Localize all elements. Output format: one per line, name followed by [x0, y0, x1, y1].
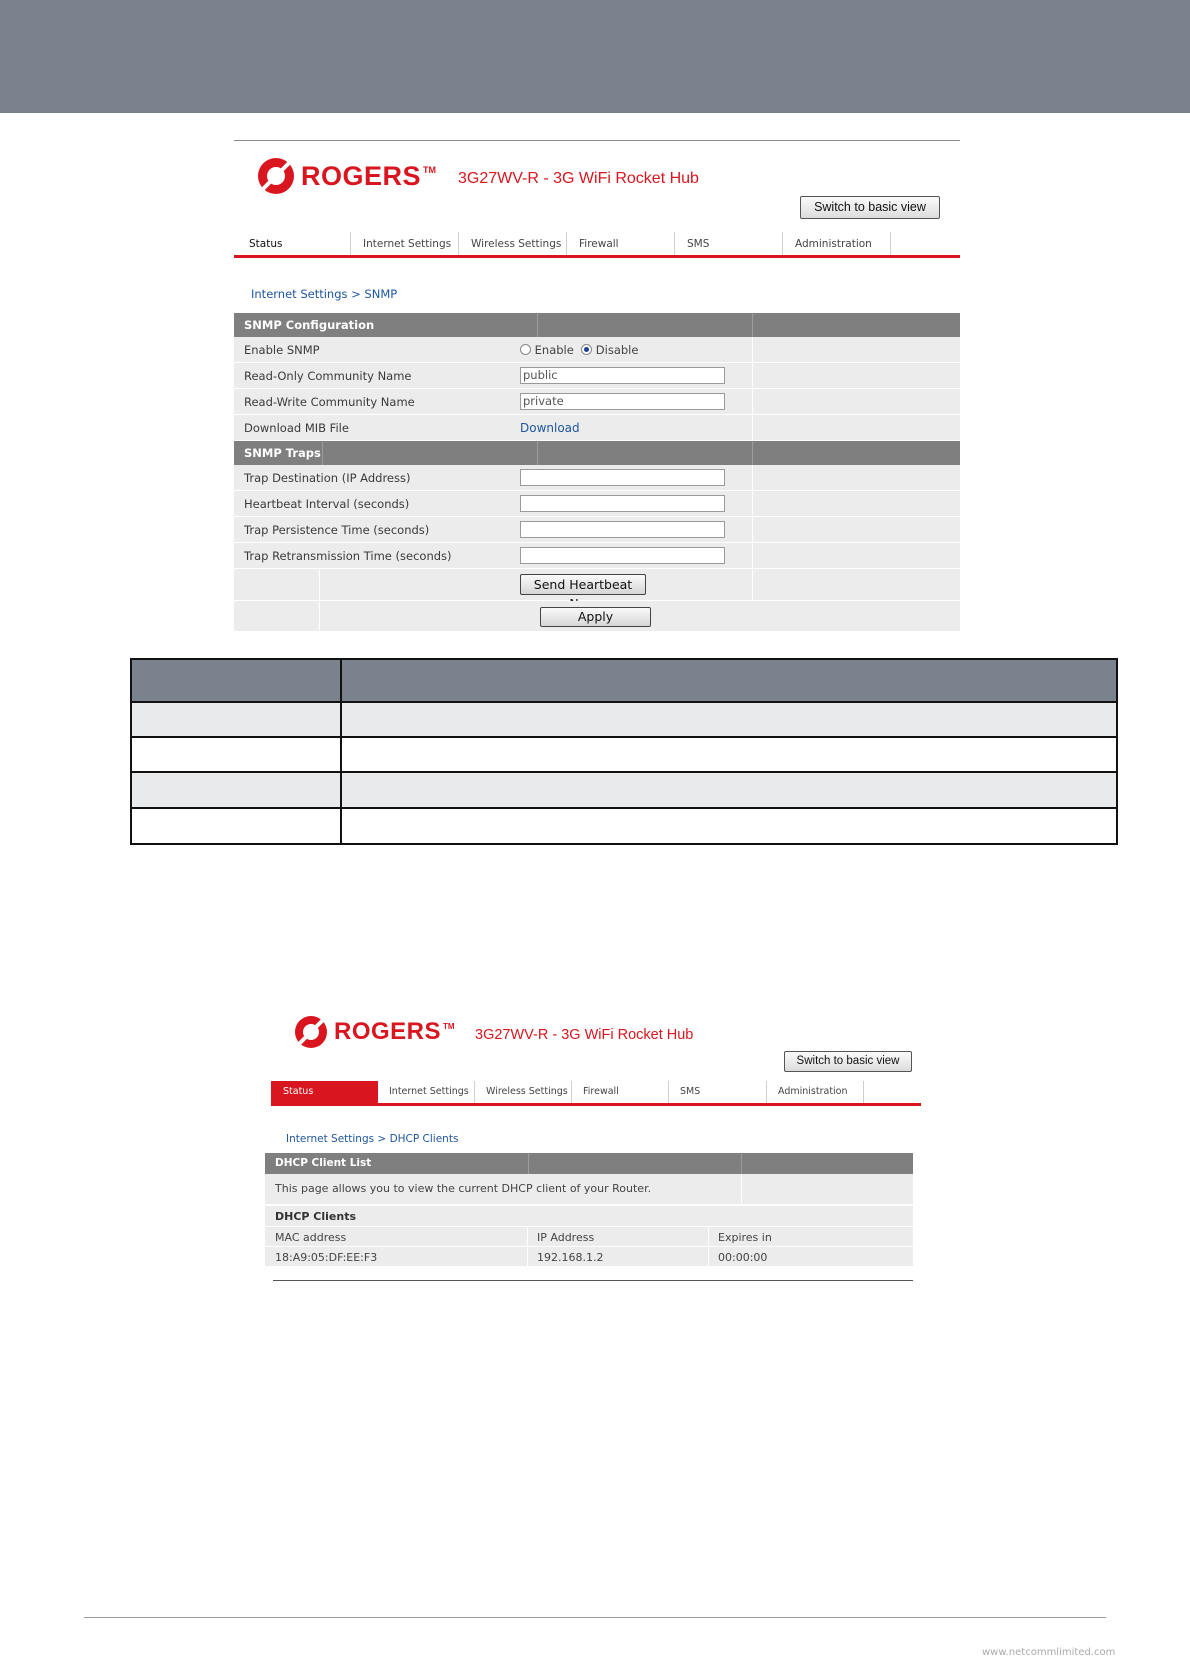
- download-mib-link[interactable]: Download: [520, 421, 580, 435]
- description-table-row: [132, 809, 1116, 843]
- tab-administration[interactable]: Administration: [783, 232, 891, 255]
- trademark: TM: [423, 165, 437, 175]
- footer-url[interactable]: www.netcommlimited.com: [982, 1647, 1116, 1658]
- breadcrumb: Internet Settings > DHCP Clients: [286, 1133, 459, 1145]
- row-send-heartbeat: [234, 569, 960, 601]
- trademark: TM: [443, 1022, 455, 1031]
- dhcp-client-table: [265, 1153, 913, 1266]
- section-header-snmp-config: [234, 313, 960, 337]
- switch-basic-view-button[interactable]: Switch to basic view: [784, 1051, 912, 1072]
- table-bottom-rule: [273, 1280, 913, 1281]
- disable-radio[interactable]: [581, 344, 592, 355]
- disable-radio-label: Disable: [595, 343, 639, 357]
- tab-status[interactable]: Status: [271, 1081, 378, 1103]
- section-title: DHCP Client List: [275, 1157, 372, 1169]
- read-only-community-input[interactable]: public: [520, 367, 725, 384]
- tab-internet-settings[interactable]: Internet Settings: [351, 232, 459, 255]
- row-trap-persistence: [234, 517, 960, 543]
- nav-tabs: [271, 1081, 864, 1103]
- description-table: [130, 658, 1118, 845]
- dhcp-intro-text: This page allows you to view the current DHCP client of your Router.: [275, 1182, 652, 1195]
- send-heartbeat-button[interactable]: Send Heartbeat: [520, 574, 646, 595]
- tab-status[interactable]: Status: [234, 232, 351, 255]
- enable-radio-label: Enable: [534, 343, 574, 357]
- row-trap-retransmission: [234, 543, 960, 569]
- apply-button[interactable]: Apply: [540, 607, 651, 627]
- dhcp-client-row: [265, 1246, 913, 1266]
- read-only-community-label: Read-Only Community Name: [244, 369, 412, 383]
- tab-wireless-settings[interactable]: Wireless Settings: [459, 232, 567, 255]
- tab-firewall[interactable]: Firewall: [572, 1081, 669, 1103]
- product-title: 3G27WV-R - 3G WiFi Rocket Hub: [458, 170, 699, 187]
- trap-persistence-label: Trap Persistence Time (seconds): [244, 523, 430, 537]
- row-trap-destination: [234, 465, 960, 491]
- enable-snmp-radios: [520, 343, 638, 357]
- trap-destination-input[interactable]: [520, 469, 725, 486]
- row-heartbeat-interval: [234, 491, 960, 517]
- top-banner: [0, 0, 1190, 113]
- product-title: 3G27WV-R - 3G WiFi Rocket Hub: [475, 1027, 694, 1043]
- row-download-mib: [234, 415, 960, 441]
- section-header-dhcp-client-list: [265, 1153, 913, 1174]
- brand-name: ROGERS: [334, 1018, 442, 1045]
- trap-destination-label: Trap Destination (IP Address): [244, 471, 411, 485]
- client-mac: 18:A9:05:DF:EE:F3: [275, 1251, 378, 1264]
- snmp-screenshot: [234, 140, 960, 642]
- dhcp-screenshot: [271, 1010, 921, 1280]
- top-divider: [234, 140, 960, 141]
- switch-basic-view-button[interactable]: Switch to basic view: [800, 196, 940, 219]
- tab-sms[interactable]: SMS: [675, 232, 783, 255]
- dhcp-intro-row: [265, 1174, 913, 1206]
- description-table-row: [132, 703, 1116, 736]
- dhcp-columns-row: [265, 1226, 913, 1246]
- tab-firewall[interactable]: Firewall: [567, 232, 675, 255]
- trap-persistence-input[interactable]: [520, 521, 725, 538]
- nav-tabs: [234, 232, 891, 255]
- section-header-snmp-traps: [234, 441, 960, 465]
- heartbeat-interval-input[interactable]: [520, 495, 725, 512]
- brand-name: ROGERS: [301, 160, 422, 191]
- snmp-config-table: [234, 313, 960, 632]
- breadcrumb: Internet Settings > SNMP: [251, 287, 398, 301]
- tab-sms[interactable]: SMS: [669, 1081, 767, 1103]
- footer-divider: [84, 1617, 1106, 1618]
- row-apply: [234, 601, 960, 632]
- description-table-row: [132, 773, 1116, 807]
- tab-wireless-settings[interactable]: Wireless Settings: [475, 1081, 572, 1103]
- column-divider: [340, 660, 342, 843]
- heartbeat-interval-label: Heartbeat Interval (seconds): [244, 497, 410, 511]
- nav-underline: [234, 255, 960, 258]
- download-mib-label: Download MIB File: [244, 421, 349, 435]
- row-read-write-community: [234, 389, 960, 415]
- read-write-community-label: Read-Write Community Name: [244, 395, 415, 409]
- rogers-logo-icon: [258, 158, 294, 194]
- client-ip: 192.168.1.2: [537, 1251, 604, 1264]
- rogers-logo: [295, 1016, 455, 1048]
- column-ip-address: IP Address: [537, 1231, 595, 1244]
- column-expires-in: Expires in: [718, 1231, 772, 1244]
- description-table-header: [132, 660, 1116, 701]
- rogers-logo: [258, 158, 436, 194]
- description-table-row: [132, 738, 1116, 771]
- section-title: SNMP Traps: [244, 446, 321, 460]
- section-title: SNMP Configuration: [244, 318, 375, 332]
- dhcp-clients-heading: DHCP Clients: [275, 1210, 357, 1223]
- rogers-logo-icon: [295, 1016, 327, 1048]
- row-read-only-community: [234, 363, 960, 389]
- read-write-community-input[interactable]: private: [520, 393, 725, 410]
- enable-snmp-label: Enable SNMP: [244, 343, 320, 357]
- tab-internet-settings[interactable]: Internet Settings: [378, 1081, 475, 1103]
- trap-retransmission-label: Trap Retransmission Time (seconds): [244, 549, 452, 563]
- row-enable-snmp: [234, 337, 960, 363]
- enable-radio[interactable]: [520, 344, 531, 355]
- trap-retransmission-input[interactable]: [520, 547, 725, 564]
- dhcp-clients-heading-row: [265, 1206, 913, 1226]
- tab-administration[interactable]: Administration: [767, 1081, 864, 1103]
- nav-underline: [271, 1103, 921, 1106]
- client-expires: 00:00:00: [718, 1251, 768, 1264]
- column-mac-address: MAC address: [275, 1231, 347, 1244]
